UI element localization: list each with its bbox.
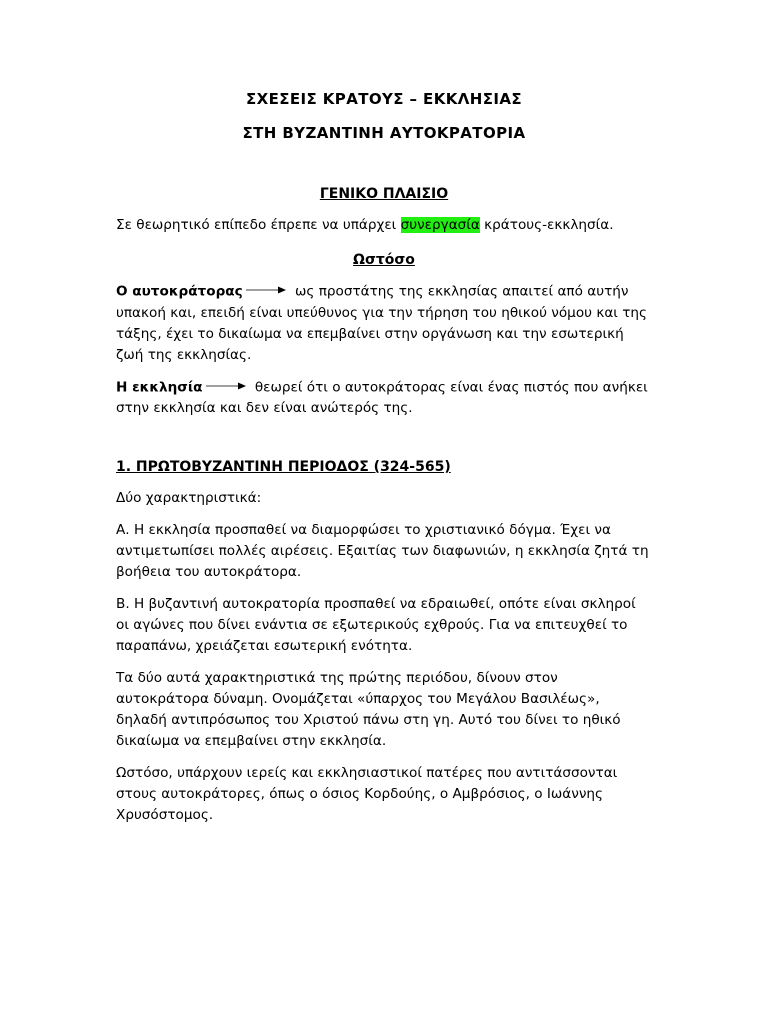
general-framework-heading: ΓΕΝΙΚΟ ΠΛΑΙΣΙΟ	[319, 186, 449, 202]
document-title-line-1: ΣΧΕΣΕΙΣ ΚΡΑΤΟΥΣ – ΕΚΚΛΗΣΙΑΣ	[245, 90, 522, 108]
period-1-heading: 1. ΠΡΩΤΟΒΥΖΑΝΤΙΝΗ ΠΕΡΙΟΔΟΣ (324-565)	[116, 459, 451, 475]
period-1-paragraph: Ωστόσο, υπάρχουν ιερείς και εκκλησιαστικοί πατέρες που αντιτάσσονται στους αυτοκράτορες, όπως ο όσιος Κορδούης, ο Αμβρόσιος, ο Ιωάννης Χρυσόστομος.	[116, 765, 618, 823]
right-arrow-icon	[205, 377, 247, 398]
document-title-line-2: ΣΤΗ ΒΥΖΑΝΤΙΝΗ ΑΥΤΟΚΡΑΤΟΡΙΑ	[242, 124, 526, 142]
right-arrow-icon	[245, 281, 287, 302]
church-paragraph	[116, 377, 652, 420]
period-1-paragraph: Β. Η βυζαντινή αυτοκρατορία προσπαθεί να εδραιωθεί, οπότε είναι σκληροί οι αγώνες που δίνει ενάντια σε εξωτερικούς εχθρούς. Για να επιτευχθεί το παραπάνω, χρειάζεται εσωτερική ενότητα.	[116, 596, 636, 654]
emperor-text: ως προστάτης της εκκλησίας απαιτεί από αυτήν υπακοή και, επειδή είναι υπεύθυνος για την τήρηση του ηθικού νόμου και της τάξης, έχει το δικαίωμα να επεμβαίνει στην οργάνωση και την εσωτερική ζωή της εκκλησίας.	[116, 283, 648, 363]
intro-paragraph	[116, 215, 652, 236]
however-heading: Ωστόσο	[353, 252, 415, 268]
period-1-paragraph: Τα δύο αυτά χαρακτηριστικά της πρώτης περιόδου, δίνουν στον αυτοκράτορα δύναμη. Ονομάζεται «ύπαρχος του Μεγάλου Βασιλέως», δηλαδή αντιπρόσωπος του Χριστού πάνω στη γη. Αυτό του δίνει το ηθικό δικαίωμα να επεμβαίνει στην εκκλησία.	[116, 670, 621, 749]
highlighted-word: συνεργασία	[400, 217, 480, 233]
intro-text-after: κράτους-εκκλησία.	[479, 217, 614, 233]
period-1-paragraph: Α. Η εκκλησία προσπαθεί να διαμορφώσει το χριστιανικό δόγμα. Έχει να αντιμετωπίσει πολλές αιρέσεις. Εξαιτίας των διαφωνιών, η εκκλησία ζητά τη βοήθεια του αυτοκράτορα.	[116, 522, 649, 580]
church-text: θεωρεί ότι ο αυτοκράτορας είναι ένας πιστός που ανήκει στην εκκλησία και δεν είναι ανώτερός της.	[116, 379, 648, 416]
church-term: Η εκκλησία	[116, 379, 203, 395]
period-1-paragraph: Δύο χαρακτηριστικά:	[116, 490, 262, 506]
emperor-paragraph	[116, 281, 652, 366]
intro-text-before: Σε θεωρητικό επίπεδο έπρεπε να υπάρχει	[116, 217, 401, 233]
document-page	[116, 88, 652, 826]
emperor-term: Ο αυτοκράτορας	[116, 283, 243, 300]
